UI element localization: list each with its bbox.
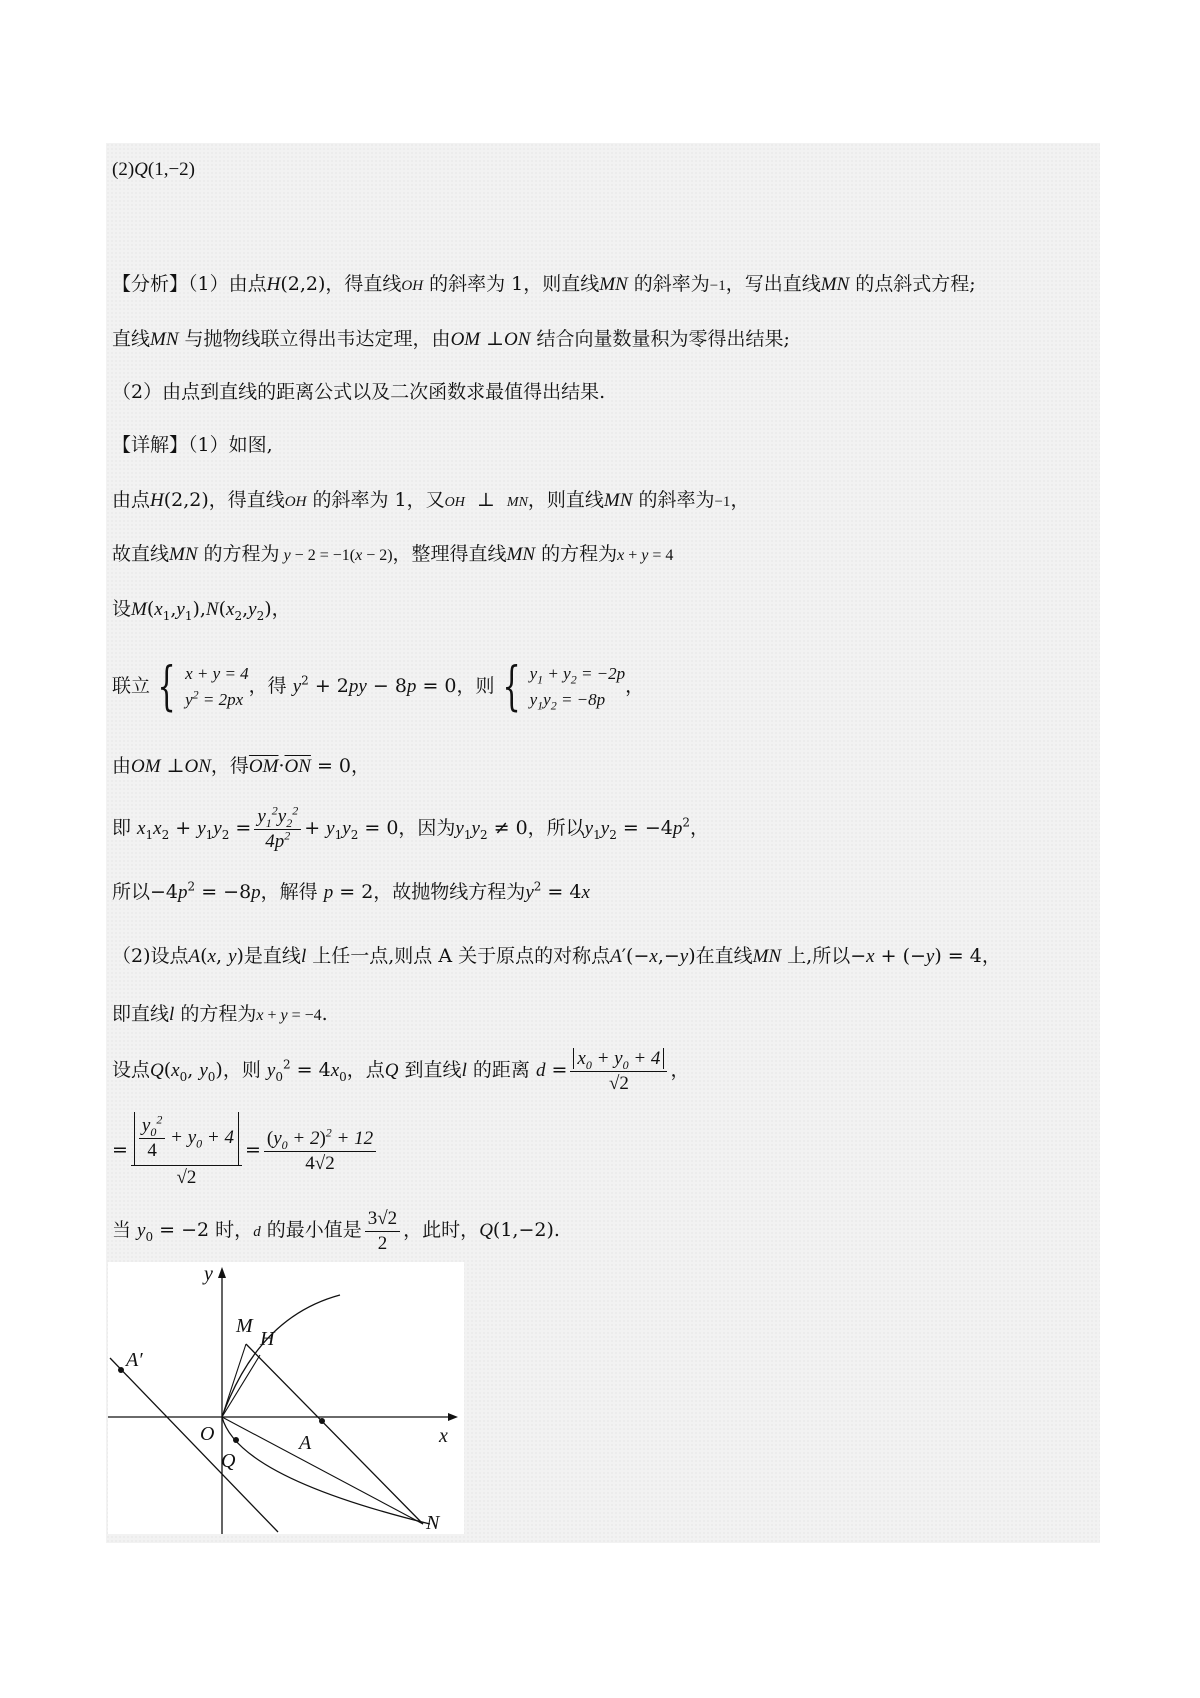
detail-line-11: = $\frac{y_0^2}{4}$ + $y_0 + 4$ √2 = $\frac{(y_0 + 2)^2 + 12}{4√2}$ (112, 1112, 379, 1190)
point-a (319, 1418, 325, 1424)
point-q (233, 1437, 239, 1443)
analysis-line-1: 【分析】（1）由点H(2,2)，得直线OH 的斜率为 1，则直线MN 的斜率为−1，写出直线MN 的点斜式方程; (112, 273, 976, 295)
label-m: M (236, 1315, 253, 1337)
segment-on (222, 1417, 423, 1524)
label-a-prime: A′ (126, 1349, 143, 1371)
detail-line-9: 即直线l 的方程为x + y = −4. (112, 1003, 328, 1025)
point-a-prime (118, 1367, 124, 1373)
line-mn (246, 1344, 423, 1524)
figure-svg (108, 1262, 464, 1534)
analysis-line-2: 直线MN 与抛物线联立得出韦达定理，由OM ⊥ON 结合向量数量积为零得出结果; (112, 328, 790, 350)
label-y: y (204, 1263, 213, 1285)
label-x: x (439, 1425, 448, 1447)
detail-line-7: 所以$-4p^2 = -8p$，解得 p = 2，故抛物线方程为$y^2 = 4x$ (112, 879, 590, 903)
line-l (110, 1358, 278, 1532)
detail-intro: 【详解】（1）如图, (112, 434, 273, 456)
geometry-figure (108, 1262, 464, 1534)
detail-line-4: 联立 { x + y = 4 $y^2 = 2px$ ，得 $y^2 + 2py - 8p = 0$，则 { $y_1 + y_2 = -2p$ $y_1y_2 = -8p$ ， (112, 657, 645, 717)
detail-line-2: 故直线MN 的方程为 y − 2 = −1(x − 2)，整理得直线MN 的方程为x + y = 4 (112, 543, 674, 565)
segment-om (222, 1344, 246, 1417)
analysis-line-3: （2）由点到直线的距离公式以及二次函数求最值得出结果. (112, 381, 606, 403)
label-a: A (299, 1432, 312, 1454)
segment-oh (222, 1355, 260, 1417)
detail-label: 【详解】 (112, 434, 189, 456)
detail-line-8: （2)设点A(x, y)是直线l 上任一点,则点 A 关于原点的对称点A′(−x,−y)在直线MN 上,所以−x + (−y) = 4， (112, 945, 1001, 967)
detail-line-10: 设点$Q(x_0$, $y_0$)，则 $y_0^2 = 4x_0$，点Q 到直线l 的距离 d = $\frac{x_0 + y_0 + 4}{√2}$ ， (112, 1047, 690, 1094)
label-o: O (200, 1423, 215, 1445)
detail-line-3: 设$M(x_1,y_1),N(x_2,y_2)$， (112, 598, 291, 623)
parabola-curve (222, 1295, 430, 1524)
detail-line-12: 当 $y_0 = -2$ 时，d 的最小值是 $\frac{3√2}{2}$ ，此时，Q(1,−2). (112, 1207, 560, 1254)
label-h: H (260, 1328, 275, 1350)
label-n: N (426, 1512, 440, 1534)
detail-line-1: 由点H(2,2)，得直线OH 的斜率为 1，又OH ⊥ MN，则直线MN 的斜率为−1， (112, 489, 750, 511)
detail-line-6: 即 $x_1x_2 + y_1y_2$ = $\frac{y_1^2y_2^2}{4p^2}$ + $y_1y_2 = 0$，因为$y_1y_2 \ne 0$，所以$y_1y_2 = -4p^2$， (112, 803, 709, 852)
header-answer: (2)Q(1,−2) (112, 159, 196, 180)
x-axis-arrow-icon (448, 1413, 458, 1421)
analysis-label: 【分析】 (112, 273, 189, 295)
y-axis-arrow-icon (218, 1267, 226, 1278)
label-q: Q (221, 1450, 236, 1472)
detail-line-5: 由OM ⊥ON，得$\overline{OM}\cdot\overline{ON} = 0$， (112, 755, 371, 777)
